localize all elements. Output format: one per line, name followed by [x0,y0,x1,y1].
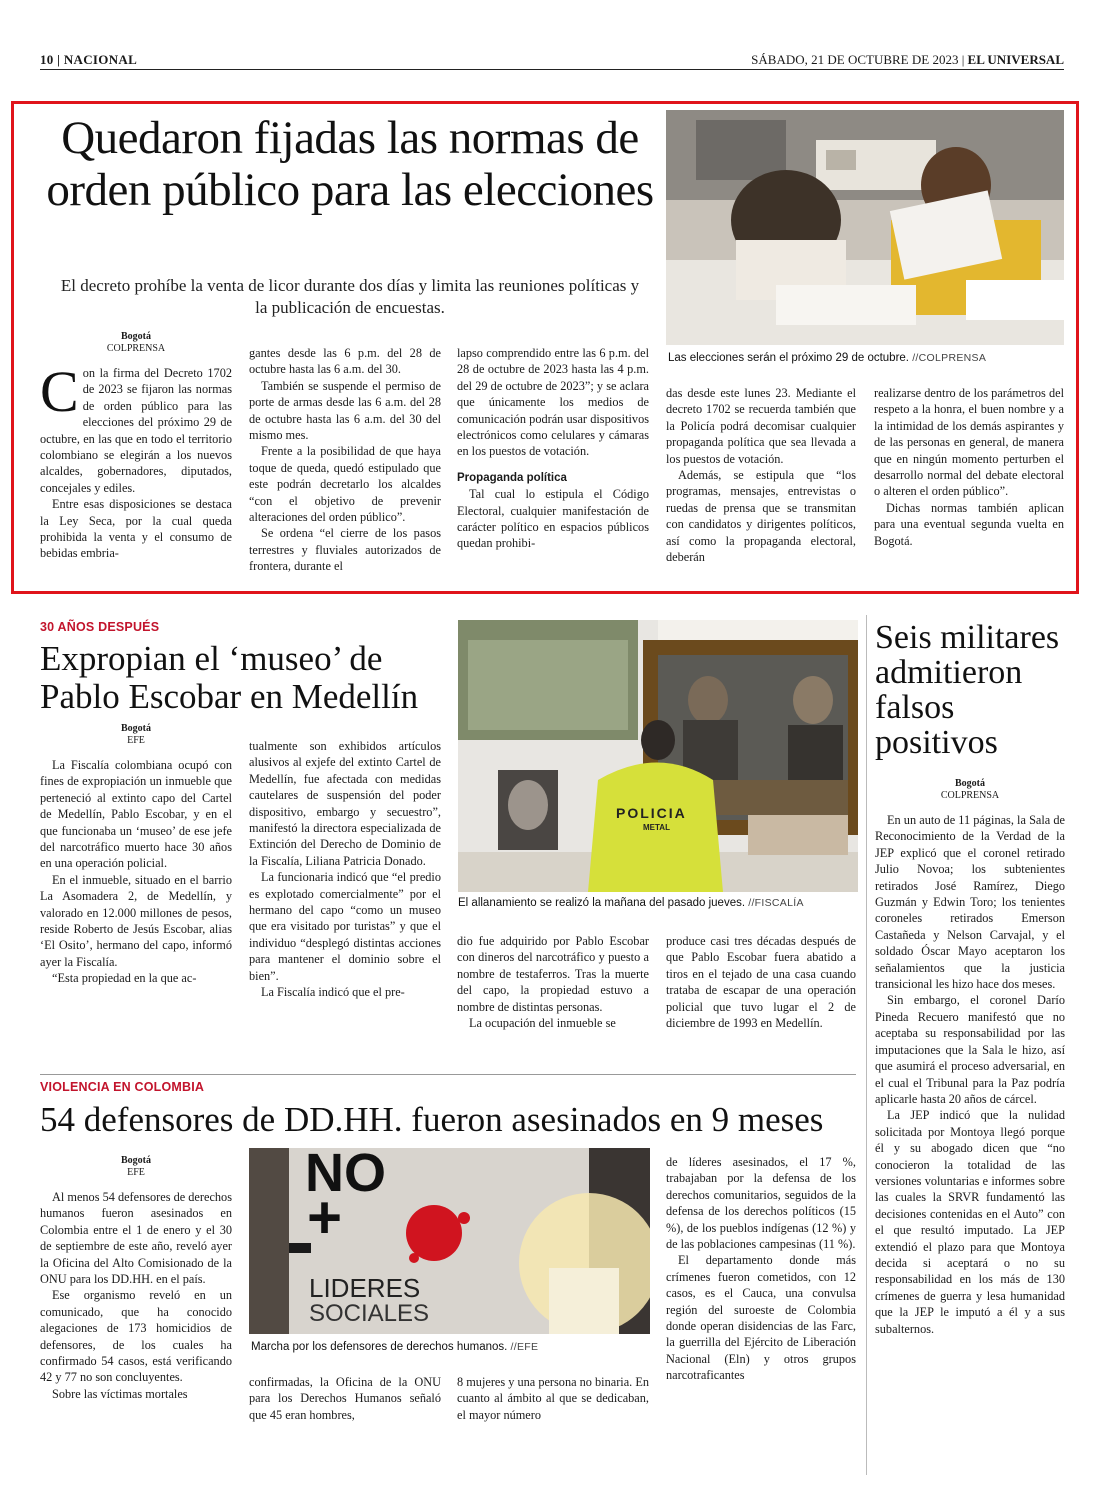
article1-paragraph: Tal cual lo estipula el Código Electoral, cualquier manifestación de carácter político en espacios públicos quedan prohibi- [457,487,649,551]
article2-paragraph: produce casi tres décadas después de que Pablo Escobar fuera abatido a tiros en el tejado de una casa cuando trataba de escapar de una operación policial que tuvo lugar el 2 de diciembre de 1993 en Medellín. [666,934,856,1031]
article1-paragraph: Se ordena “el cierre de los pasos terrestres y fluviales autorizados de frontera, durante el [249,526,441,574]
article2-paragraph: La ocupación del inmueble se [469,1016,616,1031]
article4-kicker: VIOLENCIA EN COLOMBIA [40,1080,205,1094]
article1-paragraph: Frente a la posibilidad de que haya toque de queda, quedó estipulado que este podrán decretarlo los alcaldes “con el objetivo de prevenir alteraciones del orden público”. [249,444,441,525]
page-header [40,52,1064,70]
article1-paragraph: También se suspende el permiso de porte de armas desde las 6 a.m. del 28 de octubre hasta las 6 a.m. del 30 del mismo mes. [249,378,441,443]
article4-paragraph: confirmadas, la Oficina de la ONU para los Derechos Humanos señaló que 45 eran hombres, [249,1375,441,1422]
article3-paragraph: Sin embargo, el coronel Darío Pineda Recuero manifestó que no aceptaba su responsabilidad por las imputaciones que la Sala le hizo, así que asumirá el proceso adversarial, en el cual el Tribunal para la Paz podría aplicarle hasta 20 años de cárcel. [875,993,1065,1106]
article1-subhead: Propaganda política [457,471,567,484]
march-shirt-text-lideres: LIDERES [309,1273,421,1303]
article1-paragraph: Además, se estipula que “los programas, mensajes, entrevistas o ruedas de prensa que se transmitan con candidatos y dirigentes políticos, así como la propaganda electoral, deberán [666,468,856,565]
byline-agency: EFE [127,1167,145,1178]
article1-paragraph: Dichas normas también aplican para una eventual segunda vuelta en Bogotá. [874,500,1064,548]
article4-col1 [40,1155,232,1402]
article2-headline: Expropian el ‘museo’ de Pablo Escobar en Medellín [40,639,419,716]
article1-paragraph: gantes desde las 6 p.m. del 28 de octubre hasta las 6 a.m. del 30. [249,346,441,377]
article4-paragraph: 8 mujeres y una persona no binaria. En cuanto al ámbito al que se dedicaban, el mayor número [457,1375,649,1422]
page-date-line [751,52,1064,68]
article1-col4 [666,385,856,565]
byline-agency: COLPRENSA [106,343,166,354]
police-vest-subtext: METAL [643,823,670,832]
article2-col2 [249,738,441,1001]
article1-deck: El decreto prohíbe la venta de licor durante dos días y limita las reuniones políticas y la publicación de encuestas. [60,276,640,317]
article3-byline [875,778,1065,802]
article1-paragraph: das desde este lunes 23. Mediante el decreto 1702 se recuerda también que la Policía podrá decomisar cualquier propaganda política que sea llevada a los puestos de votación. [666,386,856,466]
article4-paragraph: Ese organismo reveló en un comunicado, que ha conocido alegaciones de 173 homicidios de defensores, de los cuales ha confirmado 54 casos, está verificando 42 y 77 no son concluyentes. [40,1288,232,1385]
newspaper-name: EL UNIVERSAL [967,52,1064,67]
article2-paragraph: La Fiscalía colombiana ocupó con fines de expropiación un inmueble que perteneció al extinto capo del Cartel de Medellín, Pablo Escobar, y en el que funcionaba un ‘museo’ de ese jefe del narcotráfico muerto hace 30 años en una operación policial. [40,758,232,871]
article1-paragraph: Con la firma del Decreto 1702 de 2023 se fijaron las normas de orden público para las elecciones del próximo 29 de octubre, en las que en todo el territorio colombiano se elegirán a los nuevos alcaldes, gobernadores, diputados, concejales y ediles. [40,359,232,495]
article2-byline [40,723,232,747]
article2-paragraph: En el inmueble, situado en el barrio La Asomadera 2, de Medellín, y valorado en 12.000 millones de pesos, reside Roberto de Jesús Escobar, alias ‘El Osito’, hermano del capo, informó ayer la Fiscalía. [40,872,232,969]
march-shirt-text-plus: + [307,1184,343,1251]
article1-col5 [874,385,1064,549]
article2-col3 [457,933,649,1031]
elections-photo-illustration [666,110,1064,345]
dropcap: C [40,359,79,424]
byline-city: Bogotá [955,778,985,789]
article4-col2 [249,1374,441,1423]
article2-paragraph: tualmente son exhibidos artículos alusivos al exjefe del extinto Cartel de Medellín, fue afectada con medidas cautelares de suspensión del poder dispositivo, embargo y secuestro”, manifestó la directora especializada de Extinción del Derecho de Dominio de la Fiscalía, Liliana Patricia Donado. [249,739,441,868]
march-shirt-text-no: NO [305,1148,386,1203]
escobar-museum-photo-illustration [458,620,858,892]
column-divider [866,615,867,1475]
escobar-museum-photo [458,620,858,892]
march-photo-caption: Marcha por los defensores de derechos humanos. //EFE [251,1341,539,1353]
article2-paragraph: La Fiscalía indicó que el pre- [261,985,405,1000]
article1-col3 [457,345,649,552]
article3-paragraph: En un auto de 11 páginas, la Sala de Reconocimiento de la Verdad de la JEP explicó que el coronel retirado Julio Novoa; los subtenientes retirados José Ramírez, Diego Guzmán y Edwin Toro; los tenientes coroneles retirados Emerson Castañeda y Nelson Carvajal, y el soldado Óscar Mayo aceptaron los señalamientos que la justicia transicional les hizo hace dos meses. [875,813,1065,992]
article2-kicker: 30 AÑOS DESPUÉS [40,620,160,634]
article1-paragraph: lapso comprendido entre las 6 p.m. del 28 de octubre de 2023 hasta las 4 p.m. del 29 de octubre de 2023”; y se aclara que únicamente los medios de comunicación podrán usar dispositivos electrónicos como celulares y cámaras en los puestos de votación. [457,346,649,459]
byline-city: Bogotá [121,331,151,342]
article4-paragraph: de líderes asesinados, el 17 %, trabajaban por la defensa de los derechos comunitarios, seguidos de la defensa de los derechos políticos (15 %), de los pueblos indígenas (12 %) y de las poblaciones campesinas (11 %). [666,1155,856,1252]
march-photo [249,1148,650,1334]
section-divider [40,1074,856,1075]
escobar-photo-caption: El allanamiento se realizó la mañana del pasado jueves. //FISCALÍA [458,897,804,909]
article4-byline [40,1155,232,1179]
article4-col4 [666,1154,856,1384]
article4-paragraph: Al menos 54 defensores de derechos humanos fueron asesinados en Colombia entre el 1 de enero y el 30 de septiembre de este año, reveló ayer la Oficina del Alto Comisionado de la ONU para los DD.HH. en el país. [40,1190,232,1287]
elections-photo-caption: Las elecciones serán el próximo 29 de octubre. //COLPRENSA [668,352,987,364]
article4-paragraph: El departamento donde más crímenes fueron cometidos, con 12 casos, es el Cauca, una convulsa región del suroeste de Colombia donde operan disidencias de las Farc, la guerrilla del Ejército de Liberación Nacional (Eln) y otros grupos narcotraficantes [666,1253,856,1383]
byline-agency: EFE [127,735,145,746]
article3-paragraph: La JEP indicó que la nulidad solicitada por Montoya llegó porque él y su abogado dicen que “no conocieron la totalidad de las versiones voluntarias e informes sobre las cuales la SRVR fundamentó las decisiones contenidas en el Auto” con el que resultó imputado. La JEP extendió el plazo para que Montoya decida si aceptará o no su responsabilidad en los más de 130 crímenes de guerra y lesa humanidad que la JEP le imputó a él y a sus subalternos. [875,1108,1065,1336]
police-vest-text: POLICIA [616,805,687,821]
photo-credit: //FISCALÍA [748,897,804,909]
page-section: 10 | NACIONAL [40,52,138,67]
photo-credit: //COLPRENSA [912,352,987,364]
article3-column [875,778,1065,1337]
article1-byline [40,331,232,355]
article4-col3 [457,1374,649,1423]
article2-paragraph: “Esta propiedad en la que ac- [52,971,197,986]
article2-col4 [666,933,856,1031]
article1-col2 [249,345,441,575]
article1-paragraph: realizarse dentro de los parámetros del respeto a la honra, el buen nombre y a la intimidad de los demás aspirantes y de las personas en general, de manera que en ningún momento perturben el desarrollo normal del debate electoral o alteren el orden público”. [874,386,1064,499]
article4-headline: 54 defensores de DD.HH. fueron asesinados en 9 meses [40,1100,824,1139]
byline-agency: COLPRENSA [940,790,1000,801]
article2-paragraph: La funcionaria indicó que “el predio es explotado comercialmente” por el hermano del capo “como un museo que era visitado por turistas” y que el individuo “desplegó distintas acciones para mantener el dominio sobre el bien”. [249,870,441,983]
article1-col1 [40,331,232,562]
march-shirt-text-sociales: SOCIALES [309,1300,430,1327]
article1-headline: Quedaron fijadas las normas de orden público para las elecciones [46,112,654,216]
elections-photo [666,110,1064,345]
page-date: SÁBADO, 21 DE OCTUBRE DE 2023 | [751,52,965,67]
article2-col1 [40,723,232,987]
photo-credit: //EFE [510,1341,539,1353]
article4-paragraph: Sobre las víctimas mortales [52,1386,188,1401]
article1-paragraph: Entre esas disposiciones se destaca la Ley Seca, por la cual queda prohibida la venta y el consumo de bebidas embria- [40,497,232,561]
byline-city: Bogotá [121,723,151,734]
article3-headline: Seis militares admitieron falsos positivos [875,619,1060,761]
article2-paragraph: dio fue adquirido por Pablo Escobar con dineros del narcotráfico y puesto a nombre de testaferros. Tras la muerte del capo, la propiedad estuvo a nombre de distintas personas. [457,934,649,1014]
byline-city: Bogotá [121,1155,151,1166]
